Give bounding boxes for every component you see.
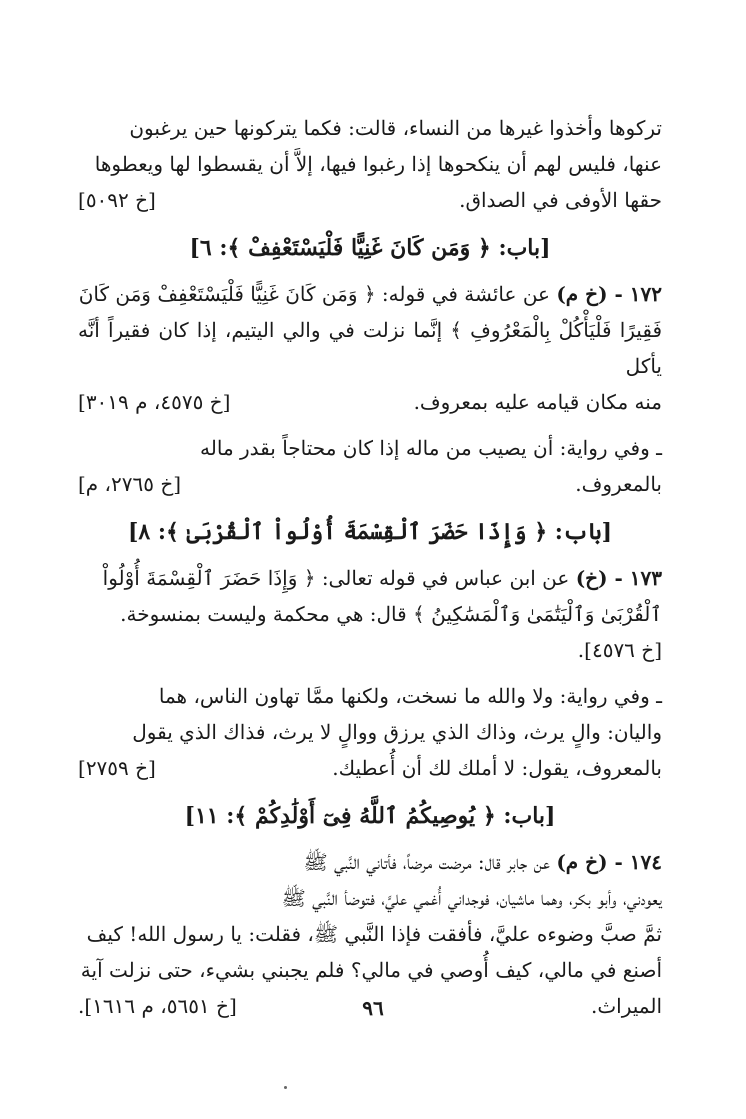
hadith-173-line-1 (78, 560, 662, 596)
intro-line-3 (78, 182, 662, 218)
hadith-174-line-3: ثمَّ صبَّ وضوءه عليَّ، فأفقت فإذا النَّبي ﷺ، فقلت: يا رسول الله! كيف (86, 922, 662, 946)
riwaya-173-line-2: واليان: والٍ يرث، وذاك الذي يرزق ووالٍ لا يرث، فذاك الذي يقول (132, 720, 662, 744)
riwaya-172-line-2 (78, 466, 662, 502)
riwaya-172-line-1: ـ وفي رواية: أن يصيب من ماله إذا كان محتاجاً بقدر ماله (200, 436, 662, 460)
hadith-text: عن عائشة في قوله: ﴿ وَمَن كَانَ غَنِيًّا فَلْيَسْتَعْفِفْ وَمَن كَانَ (78, 282, 550, 306)
page-body (78, 110, 662, 1024)
riwaya-reference: [خ ٢٧٦٥، م] (78, 472, 182, 496)
hadith-text: عن جابر قال: مرضت مرضاً، فأتاني النَّبي ﷺ (303, 850, 550, 874)
chapter-heading-6: [باب: ﴿ وَمَن كَانَ غَنِيًّا فَلْيَسْتَعْفِفْ ﴾: ٦] (189, 235, 551, 261)
hadith-number: ١٧٢ - (خ م) (556, 282, 662, 306)
intro-reference: [خ ٥٠٩٢] (78, 188, 156, 212)
hadith-number: ١٧٤ - (خ م) (556, 850, 662, 874)
hadith-172-line-3 (78, 384, 662, 420)
hadith-174-line-4: أصنع في مالي، كيف أُوصي في مالي؟ فلم يجبني بشيء، حتى نزلت آية (80, 958, 662, 982)
hadith-number: ١٧٣ - (خ) (575, 566, 662, 590)
page-number: ٩٦ (362, 996, 384, 1020)
intro-line-1: تركوها وأخذوا غيرها من النساء، قالت: فكما يتركونها حين يرغبون (129, 116, 662, 140)
hadith-text: الميراث. (590, 994, 662, 1018)
hadith-173-line-3 (78, 632, 662, 668)
chapter-heading-8: [باب: ﴿ وَإِذَا حَضَرَ ٱلْقِسْمَةَ أُوْلُواْ ٱلْقُرْبَىٰ ﴾: ٨] (127, 519, 612, 545)
riwaya-173-line-1: ـ وفي رواية: ولا والله ما نسخت، ولكنها ممَّا تهاون الناس، هما (158, 684, 662, 708)
chapter-heading-11: [باب: ﴿ يُوصِيكُمُ ٱللَّهُ فِىٓ أَوْلَٰدِكُمْ ﴾: ١١] (184, 803, 556, 829)
hadith-173-line-2: ٱلْقُرْبَىٰ وَٱلْيَتَٰمَىٰ وَٱلْمَسَٰكِينُ ﴾ قال: هي محكمة وليست بمنسوخة. (120, 602, 662, 626)
riwaya-173-line-3 (78, 750, 662, 786)
hadith-reference: [خ ٤٥٧٥، م ٣٠١٩] (78, 390, 231, 414)
hadith-172-line-1 (78, 276, 662, 312)
riwaya-text: بالمعروف، يقول: لا أملك لك أن أُعطيك. (332, 756, 662, 780)
hadith-174-line-1 (78, 844, 662, 880)
hadith-172-line-2: فَقِيرًا فَلْيَأْكُلْ بِالْمَعْرُوفِ ﴾ إنَّما نزلت في والي اليتيم، إذا كان فقيراً أنَّه يأكل (78, 318, 662, 378)
intro-line-2: عنها، فليس لهم أن ينكحوها إذا رغبوا فيها، إلاَّ أن يقسطوا لها ويعطوها (94, 152, 662, 176)
hadith-text: منه مكان قيامه عليه بمعروف. (413, 390, 662, 414)
intro-text: حقها الأوفى في الصداق. (459, 188, 662, 212)
hadith-text: عن ابن عباس في قوله تعالى: ﴿ وَإِذَا حَضَرَ ٱلْقِسْمَةَ أُوْلُواْ (102, 566, 570, 590)
riwaya-text: بالمعروف. (575, 472, 662, 496)
hadith-reference: [خ ٤٥٧٦]. (577, 638, 662, 662)
print-speck (284, 1086, 287, 1089)
hadith-reference: [خ ٥٦٥١، م ١٦١٦]. (78, 994, 237, 1018)
hadith-174-line-2: يعودني، وأبو بكر، وهما ماشيان، فوجداني أُغمي عليَّ، فتوضأ النَّبي ﷺ (281, 886, 662, 910)
riwaya-reference: [خ ٢٧٥٩] (78, 756, 156, 780)
